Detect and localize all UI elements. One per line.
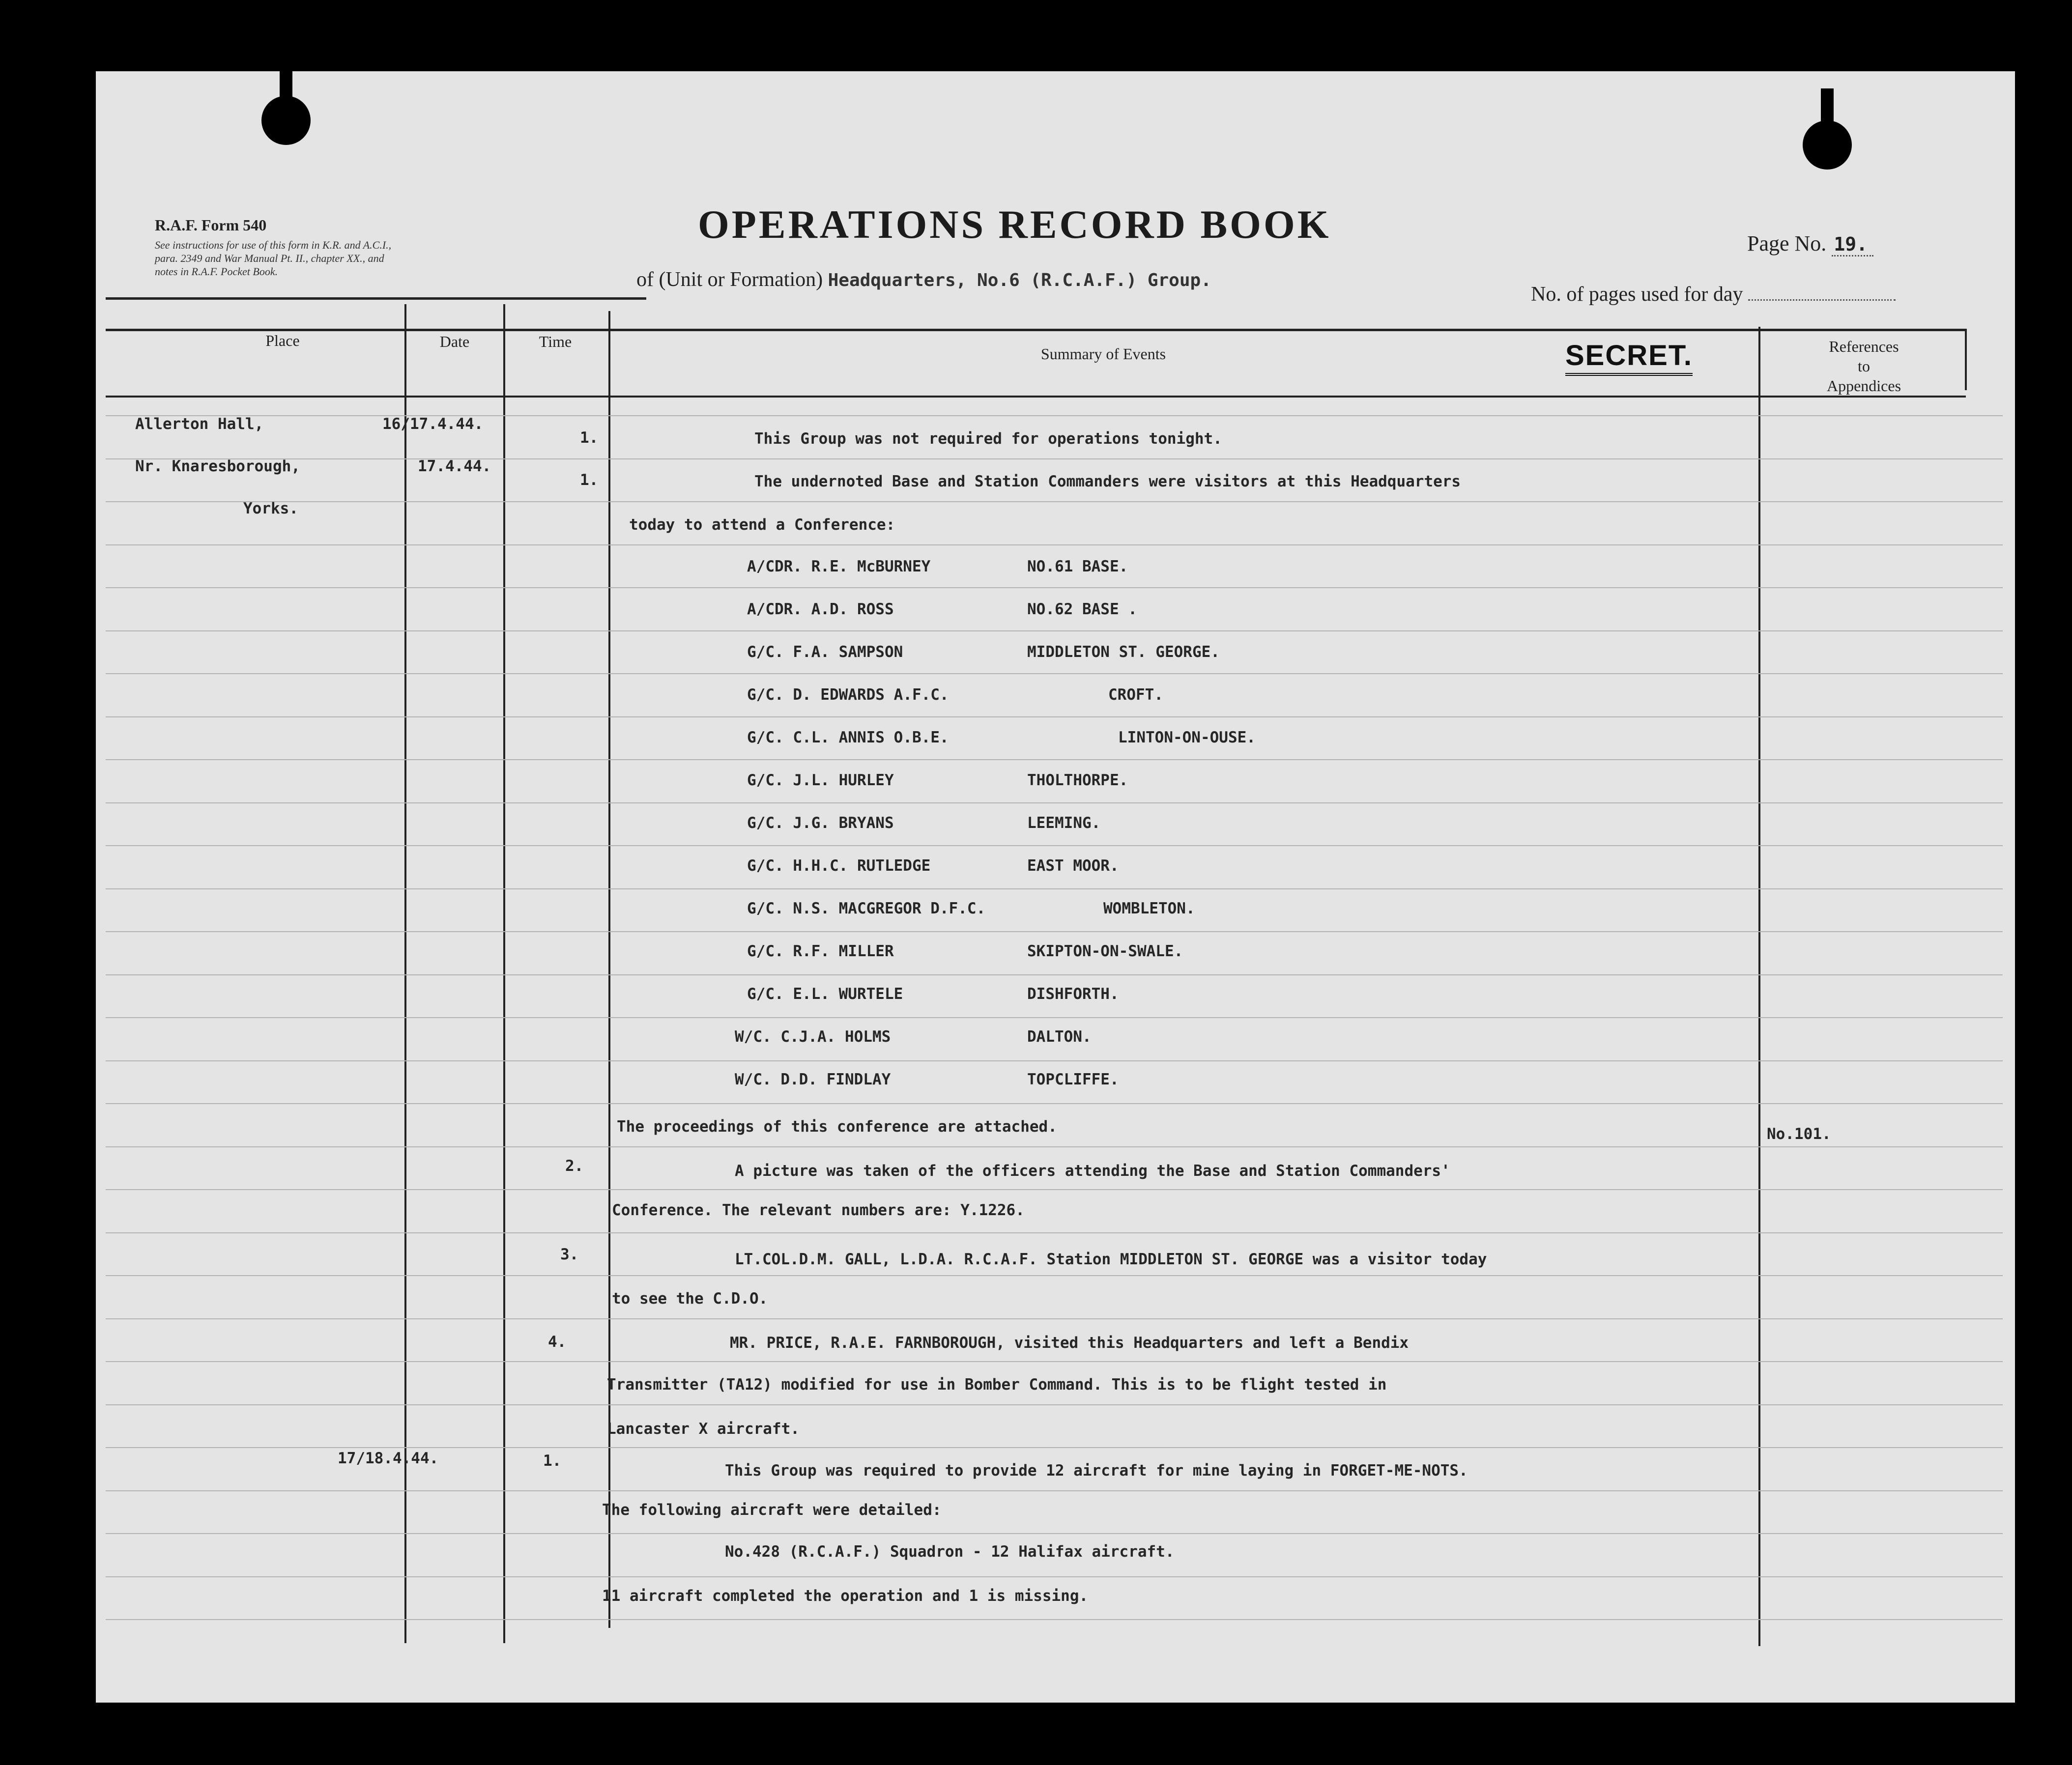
visitor-officer: W/C. D.D. FINDLAY — [735, 1071, 891, 1088]
ruled-line — [106, 587, 2003, 588]
ruled-line — [106, 1619, 2003, 1620]
column-header-summary: Summary of Events — [1040, 345, 1166, 363]
visitor-officer: W/C. C.J.A. HOLMS — [735, 1028, 891, 1046]
visitor-officer: G/C. F.A. SAMPSON — [747, 643, 903, 661]
summary-line: MR. PRICE, R.A.E. FARNBOROUGH, visited this Headquarters and left a Bendix — [730, 1334, 1409, 1352]
time-entry: 3. — [560, 1246, 579, 1263]
date-entry: 16/17.4.44. — [382, 415, 484, 433]
column-header-place: Place — [265, 332, 300, 349]
table-top-rule — [106, 329, 1966, 331]
header-top-rule — [106, 297, 646, 300]
time-entry: 1. — [580, 471, 599, 489]
ruled-line — [106, 544, 2003, 545]
visitor-station: NO.62 BASE . — [1027, 600, 1137, 618]
ruled-line — [106, 1232, 2003, 1233]
ruled-line — [106, 1447, 2003, 1448]
visitor-station: NO.61 BASE. — [1027, 558, 1128, 575]
page-number-label: Page No. — [1747, 231, 1827, 256]
column-divider-date-time — [503, 304, 505, 1643]
references-header-line: to — [1858, 357, 1870, 375]
secret-stamp: SECRET. — [1565, 339, 1693, 376]
ruled-line — [106, 1404, 2003, 1405]
visitor-officer: G/C. J.G. BRYANS — [747, 814, 894, 832]
ruled-line — [106, 1017, 2003, 1018]
ruled-line — [106, 1060, 2003, 1061]
visitor-officer: G/C. E.L. WURTELE — [747, 985, 903, 1003]
ruled-line — [106, 1576, 2003, 1577]
ruled-line — [106, 931, 2003, 932]
visitor-station: CROFT. — [1108, 686, 1163, 704]
time-entry: 1. — [543, 1452, 562, 1470]
visitor-station: LEEMING. — [1027, 814, 1101, 832]
column-divider-summary-references — [1758, 327, 1760, 1646]
document-title: OPERATIONS RECORD BOOK — [698, 202, 1331, 247]
visitor-officer: A/CDR. R.E. McBURNEY — [747, 558, 931, 575]
ruled-line — [106, 1318, 2003, 1319]
summary-line: This Group was required to provide 12 aircraft for mine laying in FORGET-ME-NOTS. — [725, 1462, 1468, 1480]
date-entry: 17.4.44. — [418, 457, 491, 475]
visitor-station: MIDDLETON ST. GEORGE. — [1027, 643, 1220, 661]
visitor-officer: G/C. H.H.C. RUTLEDGE — [747, 857, 931, 875]
visitor-officer: G/C. C.L. ANNIS O.B.E. — [747, 729, 949, 746]
unit-label: of (Unit or Formation) — [636, 268, 823, 291]
punch-hole-left — [261, 96, 311, 145]
summary-line: A picture was taken of the officers attending the Base and Station Commanders' — [735, 1162, 1450, 1180]
visitor-station: LINTON-ON-OUSE. — [1118, 729, 1256, 746]
table-right-edge — [1965, 329, 1967, 390]
visitor-officer: A/CDR. A.D. ROSS — [747, 600, 894, 618]
form-instructions — [155, 238, 391, 278]
ruled-line — [106, 845, 2003, 846]
time-entry: 1. — [580, 429, 599, 447]
visitor-station: SKIPTON-ON-SWALE. — [1027, 942, 1183, 960]
ruled-line — [106, 1533, 2003, 1534]
ruled-line — [106, 458, 2003, 459]
place-line: Nr. Knaresborough, — [135, 457, 300, 475]
ruled-line — [106, 1275, 2003, 1276]
form-instruction-line: para. 2349 and War Manual Pt. II., chapter XX., and — [155, 252, 384, 264]
summary-line: This Group was not required for operations tonight. — [754, 430, 1222, 448]
ruled-line — [106, 1490, 2003, 1491]
ruled-line — [106, 1189, 2003, 1190]
summary-line: Transmitter (TA12) modified for use in Bomber Command. This is to be flight tested in — [607, 1376, 1387, 1394]
summary-line: No.428 (R.C.A.F.) Squadron - 12 Halifax aircraft. — [725, 1543, 1175, 1561]
summary-line: today to attend a Conference: — [629, 516, 895, 534]
pages-used-label: No. of pages used for day — [1531, 283, 1743, 306]
form-instruction-line: See instructions for use of this form in K.R. and A.C.I., — [155, 239, 392, 251]
page-number-value: 19. — [1832, 233, 1873, 256]
references-header-line: Appendices — [1826, 377, 1901, 395]
ruled-line — [106, 1103, 2003, 1104]
ruled-line — [106, 1361, 2003, 1362]
appendix-reference: No.101. — [1767, 1125, 1831, 1143]
punch-hole-right — [1803, 120, 1852, 170]
pages-used-field — [1531, 283, 1896, 306]
form-sheet — [96, 71, 2015, 1703]
ruled-line — [106, 673, 2003, 674]
references-header-line: References — [1829, 338, 1899, 355]
ruled-line — [106, 802, 2003, 803]
visitor-station: DALTON. — [1027, 1028, 1092, 1046]
summary-line: The following aircraft were detailed: — [602, 1501, 942, 1519]
summary-line: LT.COL.D.M. GALL, L.D.A. R.C.A.F. Station MIDDLETON ST. GEORGE was a visitor today — [735, 1251, 1487, 1268]
page-number-field — [1747, 231, 1873, 256]
pages-used-blank — [1748, 299, 1896, 301]
time-entry: 2. — [565, 1157, 584, 1175]
unit-field — [636, 268, 1211, 291]
form-number: R.A.F. Form 540 — [155, 216, 267, 234]
visitor-officer: G/C. D. EDWARDS A.F.C. — [747, 686, 949, 704]
header-bottom-rule — [106, 396, 1966, 398]
place-line: Allerton Hall, — [135, 415, 264, 433]
visitor-officer: G/C. J.L. HURLEY — [747, 771, 894, 789]
visitor-station: DISHFORTH. — [1027, 985, 1119, 1003]
visitor-officer: G/C. R.F. MILLER — [747, 942, 894, 960]
summary-line: 11 aircraft completed the operation and 1 is missing. — [602, 1587, 1089, 1605]
column-divider-place-date — [404, 304, 406, 1643]
ruled-line — [106, 759, 2003, 760]
summary-line: The proceedings of this conference are attached. — [617, 1118, 1057, 1136]
summary-line: Conference. The relevant numbers are: Y.1226. — [612, 1201, 1025, 1219]
ruled-line — [106, 974, 2003, 975]
visitor-officer: G/C. N.S. MACGREGOR D.F.C. — [747, 900, 986, 917]
visitor-station: THOLTHORPE. — [1027, 771, 1128, 789]
column-header-date: Date — [439, 333, 470, 350]
time-entry: 4. — [548, 1333, 567, 1351]
place-line: Yorks. — [243, 500, 298, 517]
ruled-line — [106, 501, 2003, 502]
visitor-station: WOMBLETON. — [1103, 900, 1195, 917]
unit-value: Headquarters, No.6 (R.C.A.F.) Group. — [828, 270, 1211, 290]
visitor-station: EAST MOOR. — [1027, 857, 1119, 875]
ruled-line — [106, 1146, 2003, 1147]
date-entry: 17/18.4.44. — [338, 1450, 439, 1467]
column-header-references — [1767, 337, 1961, 396]
ruled-line — [106, 888, 2003, 889]
summary-line: to see the C.D.O. — [612, 1290, 768, 1308]
ruled-line — [106, 630, 2003, 631]
column-header-time: Time — [539, 333, 572, 350]
summary-line: Lancaster X aircraft. — [607, 1420, 800, 1438]
summary-line: The undernoted Base and Station Commanders were visitors at this Headquarters — [754, 473, 1461, 490]
ruled-line — [106, 716, 2003, 717]
visitor-station: TOPCLIFFE. — [1027, 1071, 1119, 1088]
form-instruction-line: notes in R.A.F. Pocket Book. — [155, 265, 278, 278]
